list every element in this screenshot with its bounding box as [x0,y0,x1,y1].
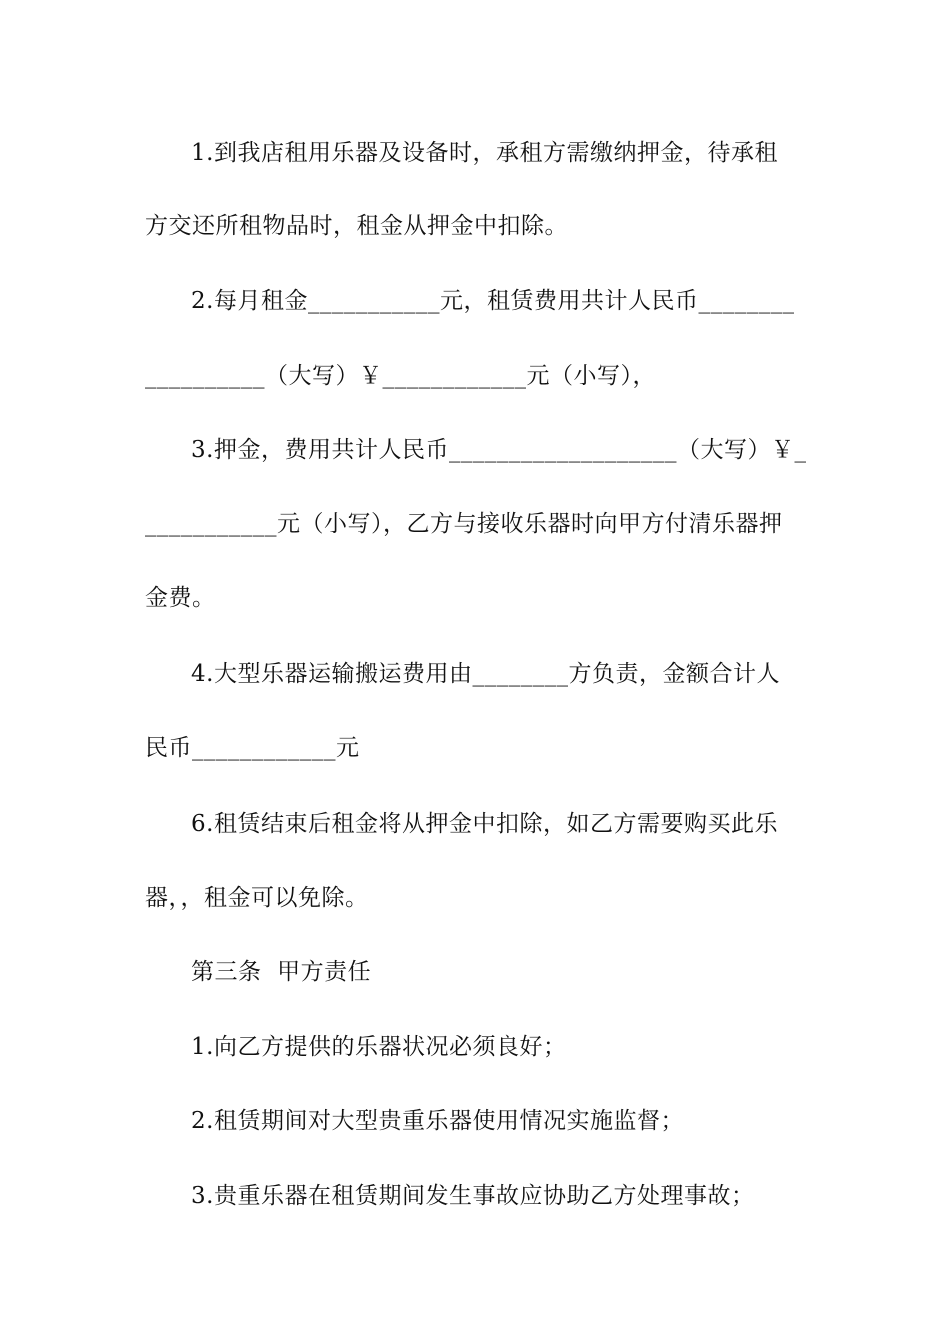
clause-4-line-1: 4.大型乐器运输搬运费用由________方负责，金额合计人 [191,661,780,687]
clause-3-line-1: 3.押金，费用共计人民币___________________（大写）￥_ [191,437,807,463]
party-a-duty-1: 1.向乙方提供的乐器状况必须良好； [191,1034,567,1060]
clause-6-line-1: 6.租赁结束后租金将从押金中扣除，如乙方需要购买此乐 [191,811,778,837]
clause-2-line-1: 2.每月租金___________元，租赁费用共计人民币________ [191,288,795,314]
party-a-duty-2: 2.租赁期间对大型贵重乐器使用情况实施监督； [191,1108,684,1134]
clause-1-line-2: 方交还所租物品时，租金从押金中扣除。 [145,213,568,239]
clause-4-line-2: 民币____________元 [145,735,360,761]
clause-6-line-2: 器，，租金可以免除。 [145,885,369,911]
party-a-duty-3: 3.贵重乐器在租赁期间发生事故应协助乙方处理事故； [191,1183,755,1209]
clause-1-line-1: 1.到我店租用乐器及设备时，承租方需缴纳押金，待承租 [191,140,778,166]
clause-2-line-2: __________（大写）￥____________元（小写）， [145,363,656,389]
clause-3-line-3: 金费。 [145,585,216,611]
clause-3-line-2: ___________元（小写），乙方与接收乐器时向甲方付清乐器押 [145,511,783,537]
article-3-heading: 第三条 甲方责任 [191,959,372,985]
